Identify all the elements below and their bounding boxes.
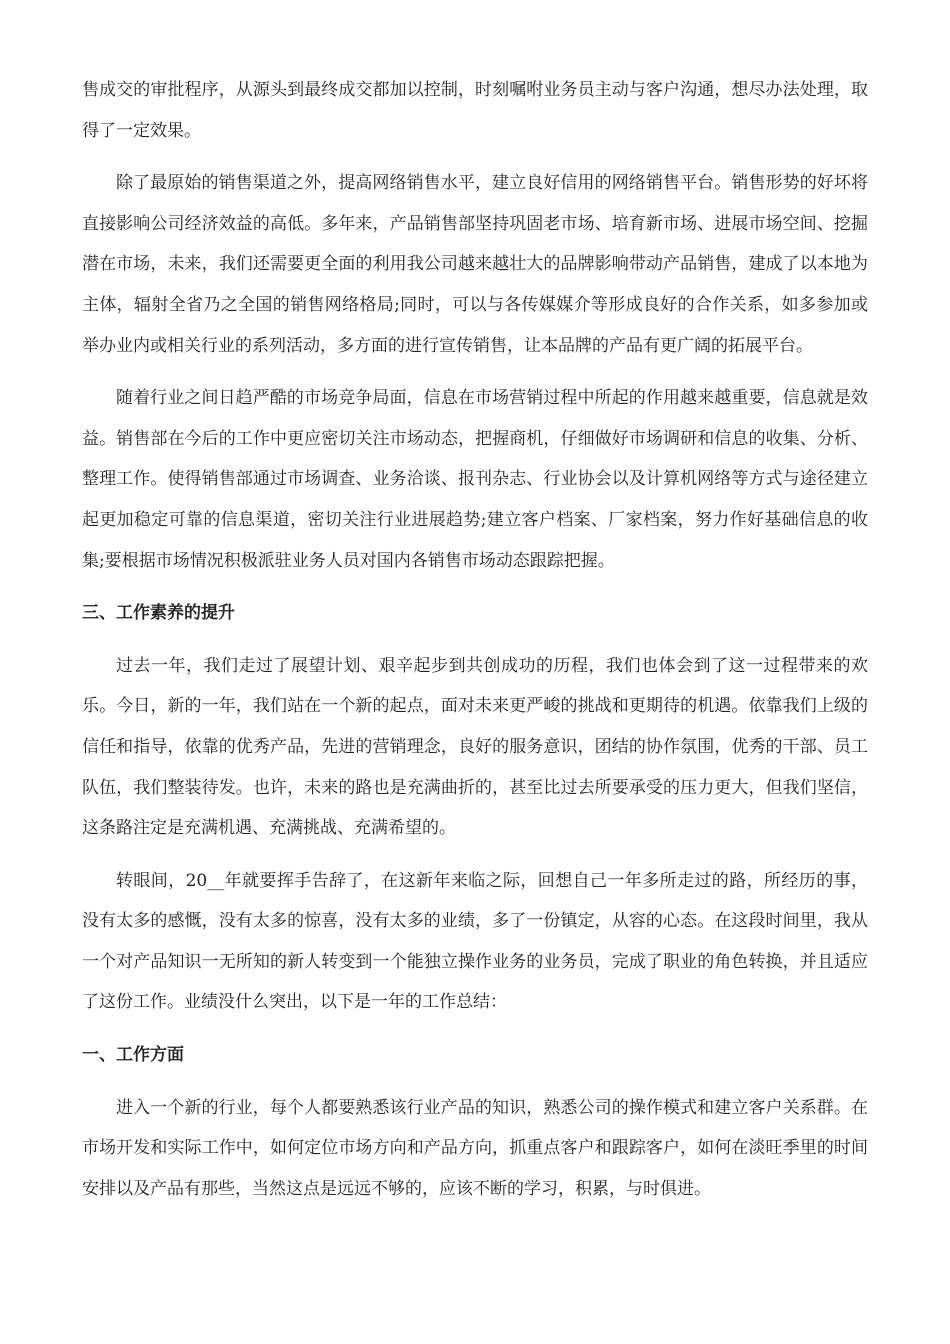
paragraph-year-summary: 转眼间，20__年就要挥手告辞了，在这新年来临之际，回想自己一年多所走过的路，所经历的事，没有太多的感慨，没有太多的惊喜，没有太多的业绩，多了一份镇定，从容的心态。在这段时间里，我从一个对产品知识一无所知的新人转变到一个能独立操作业务的业务员，完成了职业的角色转换，并且适应了这份工作。业绩没什么突出，以下是一年的工作总结： (82, 870, 868, 1013)
paragraph-market-information: 随着行业之间日趋严酷的市场竞争局面，信息在市场营销过程中所起的作用越来越重要，信息就是效益。销售部在今后的工作中更应密切关注市场动态，把握商机，仔细做好市场调研和信息的收集、分析、整理工作。使得销售部通过市场调查、业务洽谈、报刊杂志、行业协会以及计算机网络等方式与途径建立起更加稳定可靠的信息渠道，密切关注行业进展趋势;建立客户档案、厂家档案，努力作好基础信息的收集;要根据市场情况积极派驻业务人员对国内各销售市场动态跟踪把握。 (82, 388, 868, 571)
section-heading-work-quality: 三、工作素养的提升 (82, 603, 235, 624)
document-body (82, 70, 868, 1221)
paragraph-past-year: 过去一年，我们走过了展望计划、艰辛起步到共创成功的历程，我们也体会到了这一过程带来的欢乐。今日，新的一年，我们站在一个新的起点，面对未来更严峻的挑战和更期待的机遇。依靠我们上级的信任和指导，依靠的优秀产品，先进的营销理念，良好的服务意识，团结的协作氛围，优秀的干部、员工队伍，我们整装待发。也许，未来的路也是充满曲折的，甚至比过去所要承受的压力更大，但我们坚信，这条路注定是充满机遇、充满挑战、充满希望的。 (82, 655, 868, 839)
section-heading-work-aspect: 一、工作方面 (82, 1045, 184, 1066)
paragraph-approval-process: 售成交的审批程序，从源头到最终成交都加以控制，时刻嘱咐业务员主动与客户沟通，想尽办法处理，取得了一定效果。 (82, 80, 868, 141)
paragraph-new-industry: 进入一个新的行业，每个人都要熟悉该行业产品的知识，熟悉公司的操作模式和建立客户关系群。在市场开发和实际工作中，如何定位市场方向和产品方向，抓重点客户和跟踪客户，如何在淡旺季里的时间安排以及产品有那些，当然这点是远远不够的，应该不断的学习，积累，与时俱进。 (82, 1097, 868, 1199)
paragraph-online-sales: 除了最原始的销售渠道之外，提高网络销售水平，建立良好信用的网络销售平台。销售形势的好坏将直接影响公司经济效益的高低。多年来，产品销售部坚持巩固老市场、培育新市场、进展市场空间、挖掘潜在市场，未来，我们还需要更全面的利用我公司越来越壮大的品牌影响带动产品销售，建成了以本地为主体，辐射全省乃之全国的销售网络格局;同时，可以与各传媒媒介等形成良好的合作关系，如多参加或举办业内或相关行业的系列活动，多方面的进行宣传销售，让本品牌的产品有更广阔的拓展平台。 (82, 173, 868, 356)
